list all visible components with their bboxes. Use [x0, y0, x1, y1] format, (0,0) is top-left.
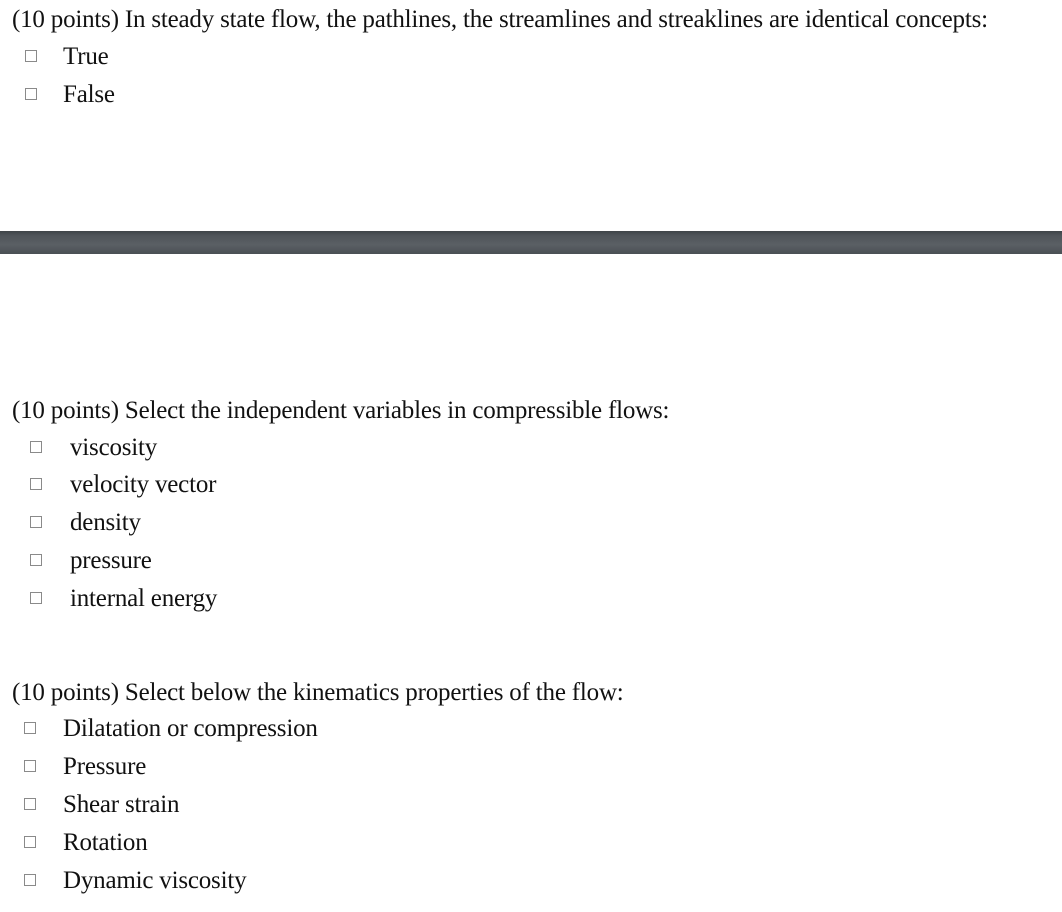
option-internal-energy[interactable] [0, 584, 700, 614]
option-dilatation[interactable] [0, 714, 700, 744]
checkbox[interactable] [30, 441, 42, 453]
checkbox[interactable] [24, 798, 36, 810]
option-label: False [63, 81, 115, 108]
question-3-title: (10 points) Select below the kinematics properties of the flow: [12, 679, 624, 706]
option-label: viscosity [70, 434, 158, 461]
option-label: Rotation [63, 829, 148, 856]
option-label: internal energy [70, 585, 218, 612]
option-rotation[interactable] [0, 828, 700, 858]
option-label: Pressure [63, 753, 147, 780]
option-true[interactable] [0, 42, 700, 72]
section-divider [0, 231, 1062, 254]
checkbox[interactable] [30, 516, 42, 528]
option-label: density [70, 509, 141, 536]
option-pressure[interactable] [0, 752, 700, 782]
option-label: True [63, 43, 109, 70]
option-label: velocity vector [70, 471, 217, 498]
option-false[interactable] [0, 80, 700, 110]
option-pressure[interactable] [0, 546, 700, 576]
option-density[interactable] [0, 508, 700, 538]
checkbox[interactable] [30, 554, 42, 566]
checkbox[interactable] [30, 592, 42, 604]
option-label: pressure [70, 547, 152, 574]
option-dynamic-viscosity[interactable] [0, 866, 700, 896]
checkbox[interactable] [25, 88, 37, 100]
option-viscosity[interactable] [0, 433, 700, 463]
option-label: Shear strain [63, 791, 180, 818]
option-label: Dynamic viscosity [63, 867, 247, 894]
checkbox[interactable] [25, 50, 37, 62]
checkbox[interactable] [24, 836, 36, 848]
checkbox[interactable] [24, 874, 36, 886]
checkbox[interactable] [24, 722, 36, 734]
checkbox[interactable] [24, 760, 36, 772]
option-velocity-vector[interactable] [0, 470, 700, 500]
question-1-title: (10 points) In steady state flow, the pathlines, the streamlines and streaklines are identical concepts: [12, 6, 988, 33]
option-shear-strain[interactable] [0, 790, 700, 820]
checkbox[interactable] [30, 478, 42, 490]
option-label: Dilatation or compression [63, 715, 318, 742]
question-2-title: (10 points) Select the independent variables in compressible flows: [12, 397, 670, 424]
